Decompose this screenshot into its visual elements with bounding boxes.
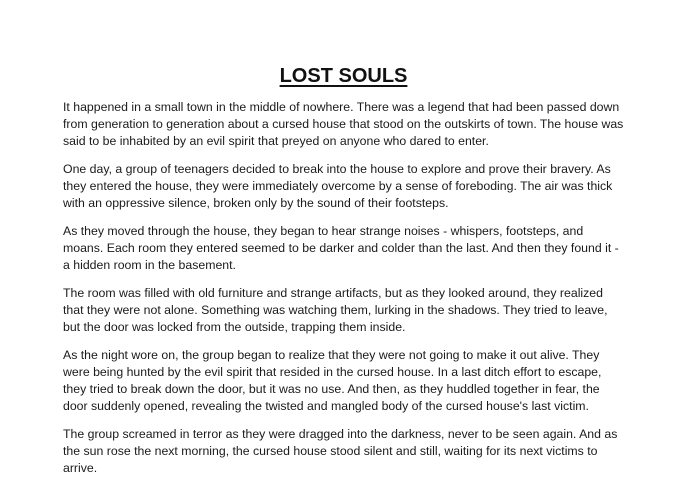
story-paragraph-4: The room was filled with old furniture and strange artifacts, but as they looked around, they realized that they were not alone. Something was watching them, lurking in the shadows. They tried to leave, but the door was locked from the outside, trapping them inside.: [63, 286, 608, 334]
story-paragraph-3: As they moved through the house, they began to hear strange noises - whispers, footsteps, and moans. Each room they entered seemed to be darker and colder than the last. And then they found it - a hidden room in the basement.: [63, 224, 619, 272]
story-paragraph-5: As the night wore on, the group began to realize that they were not going to make it out alive. They were being hunted by the evil spirit that resided in the cursed house. In a last ditch effort to escape, they tried to break down the door, but it was no use. And then, as they huddled together in fear, the door suddenly opened, revealing the twisted and mangled body of the cursed house's last victim.: [63, 348, 602, 413]
story-paragraph-1: It happened in a small town in the middle of nowhere. There was a legend that had been passed down from generation to generation about a cursed house that stood on the outskirts of town. The house was said to be inhabited by an evil spirit that preyed on anyone who dared to enter.: [63, 100, 624, 148]
document-title: LOST SOULS: [279, 65, 408, 87]
story-paragraph-6: The group screamed in terror as they were dragged into the darkness, never to be seen again. And as the sun rose the next morning, the cursed house stood silent and still, waiting for its next victims to arrive.: [63, 427, 618, 475]
story-paragraph-2: One day, a group of teenagers decided to break into the house to explore and prove their bravery. As they entered the house, they were immediately overcome by a sense of foreboding. The air was thick with an oppressive silence, broken only by the sound of their footsteps.: [63, 162, 613, 210]
